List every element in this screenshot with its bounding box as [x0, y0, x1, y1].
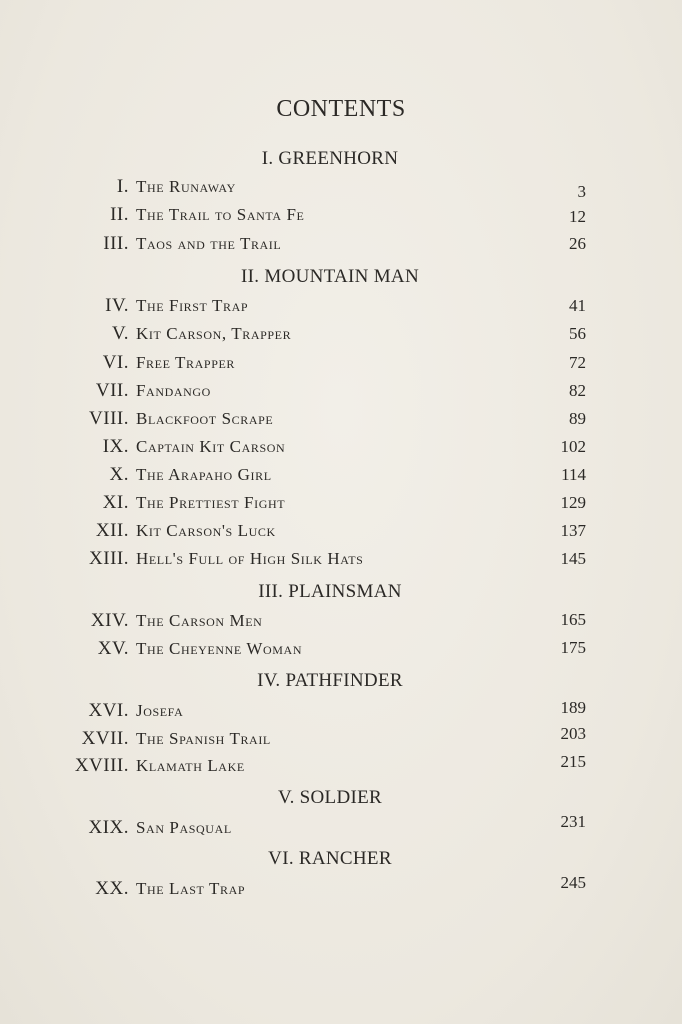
toc-entry	[0, 352, 682, 376]
chapter-title: Blackfoot Scrape	[136, 409, 274, 428]
chapter-number: VI.	[102, 352, 129, 373]
chapter-number: V.	[111, 323, 129, 344]
page-number: 175	[560, 638, 586, 657]
toc-entry	[0, 436, 682, 460]
page-number: 26	[569, 234, 586, 253]
chapter-number: VIII.	[89, 408, 129, 429]
chapter-title: Josefa	[136, 701, 184, 720]
page-number: 56	[569, 324, 586, 343]
chapter-number: VII.	[95, 380, 129, 401]
part-heading: II. MOUNTAIN MAN	[241, 266, 419, 287]
chapter-title: Klamath Lake	[136, 756, 245, 775]
chapter-title: The Prettiest Fight	[136, 493, 286, 512]
chapter-number: IV.	[105, 295, 129, 316]
toc-entry	[0, 323, 682, 347]
chapter-title: Captain Kit Carson	[136, 437, 286, 456]
toc-entry	[0, 700, 682, 724]
page-number: 129	[560, 493, 586, 512]
page-number: 145	[560, 549, 586, 568]
toc-entry	[0, 204, 682, 228]
chapter-number: IX.	[102, 436, 129, 457]
part-heading: III. PLAINSMAN	[258, 581, 402, 602]
toc-entry	[0, 233, 682, 257]
chapter-title: Taos and the Trail	[136, 234, 282, 253]
chapter-title: The Last Trap	[136, 879, 246, 898]
chapter-number: XV.	[97, 638, 129, 659]
chapter-title: The First Trap	[136, 296, 249, 315]
chapter-title: The Trail to Santa Fe	[136, 205, 305, 224]
page-number: 3	[577, 182, 586, 201]
chapter-title: Fandango	[136, 381, 211, 400]
page-number: 89	[569, 409, 586, 428]
part-heading: IV. PATHFINDER	[257, 670, 403, 691]
chapter-number: III.	[103, 233, 129, 254]
chapter-number: II.	[110, 204, 129, 225]
page-number: 137	[560, 521, 586, 540]
chapter-title: The Arapaho Girl	[136, 465, 272, 484]
page-number: 189	[560, 698, 586, 717]
chapter-title: The Cheyenne Woman	[136, 639, 303, 658]
chapter-title: Kit Carson's Luck	[136, 521, 276, 540]
chapter-title: Free Trapper	[136, 353, 235, 372]
page-number: 203	[560, 724, 586, 743]
toc-entry	[0, 548, 682, 572]
chapter-number: XVIII.	[74, 755, 129, 776]
chapter-title: The Carson Men	[136, 611, 263, 630]
chapter-number: XI.	[102, 492, 129, 513]
chapter-number: XVII.	[81, 728, 129, 749]
part-heading: V. SOLDIER	[278, 787, 382, 808]
page-number: 102	[560, 437, 586, 456]
toc-entry	[0, 812, 682, 841]
toc-entry	[0, 638, 682, 662]
chapter-title: Kit Carson, Trapper	[136, 324, 292, 343]
toc-entry	[0, 752, 682, 779]
page-number: 231	[560, 812, 586, 831]
chapter-title: The Runaway	[136, 177, 236, 196]
chapter-number: X.	[109, 464, 129, 485]
chapter-number: XX.	[95, 878, 129, 899]
part-heading: VI. RANCHER	[268, 848, 392, 869]
page-number: 165	[560, 610, 586, 629]
chapter-title: The Spanish Trail	[136, 729, 271, 748]
toc-entry	[0, 176, 682, 200]
toc-entry	[0, 408, 682, 432]
chapter-number: XII.	[95, 520, 129, 541]
page-number: 245	[560, 873, 586, 892]
page-number: 82	[569, 381, 586, 400]
toc-entry	[0, 520, 682, 544]
chapter-number: XIX.	[88, 817, 129, 838]
toc-entry	[0, 873, 682, 902]
page-number: 114	[561, 465, 586, 484]
chapter-title: San Pasqual	[136, 818, 232, 837]
toc-entry	[0, 295, 682, 319]
chapter-number: XVI.	[88, 700, 129, 721]
toc-entry	[0, 380, 682, 404]
page-title: CONTENTS	[276, 96, 406, 122]
chapter-title: Hell's Full of High Silk Hats	[136, 549, 364, 568]
page-number: 72	[569, 353, 586, 372]
toc-entry	[0, 492, 682, 516]
page-number: 12	[569, 207, 586, 226]
toc-entry	[0, 610, 682, 634]
page-number: 215	[560, 752, 586, 771]
page-number: 41	[569, 296, 586, 315]
chapter-number: XIV.	[90, 610, 129, 631]
part-heading: I. GREENHORN	[261, 148, 399, 169]
toc-entry	[0, 464, 682, 488]
toc-entry	[0, 724, 682, 752]
chapter-number: I.	[116, 176, 129, 197]
chapter-number: XIII.	[89, 548, 129, 569]
